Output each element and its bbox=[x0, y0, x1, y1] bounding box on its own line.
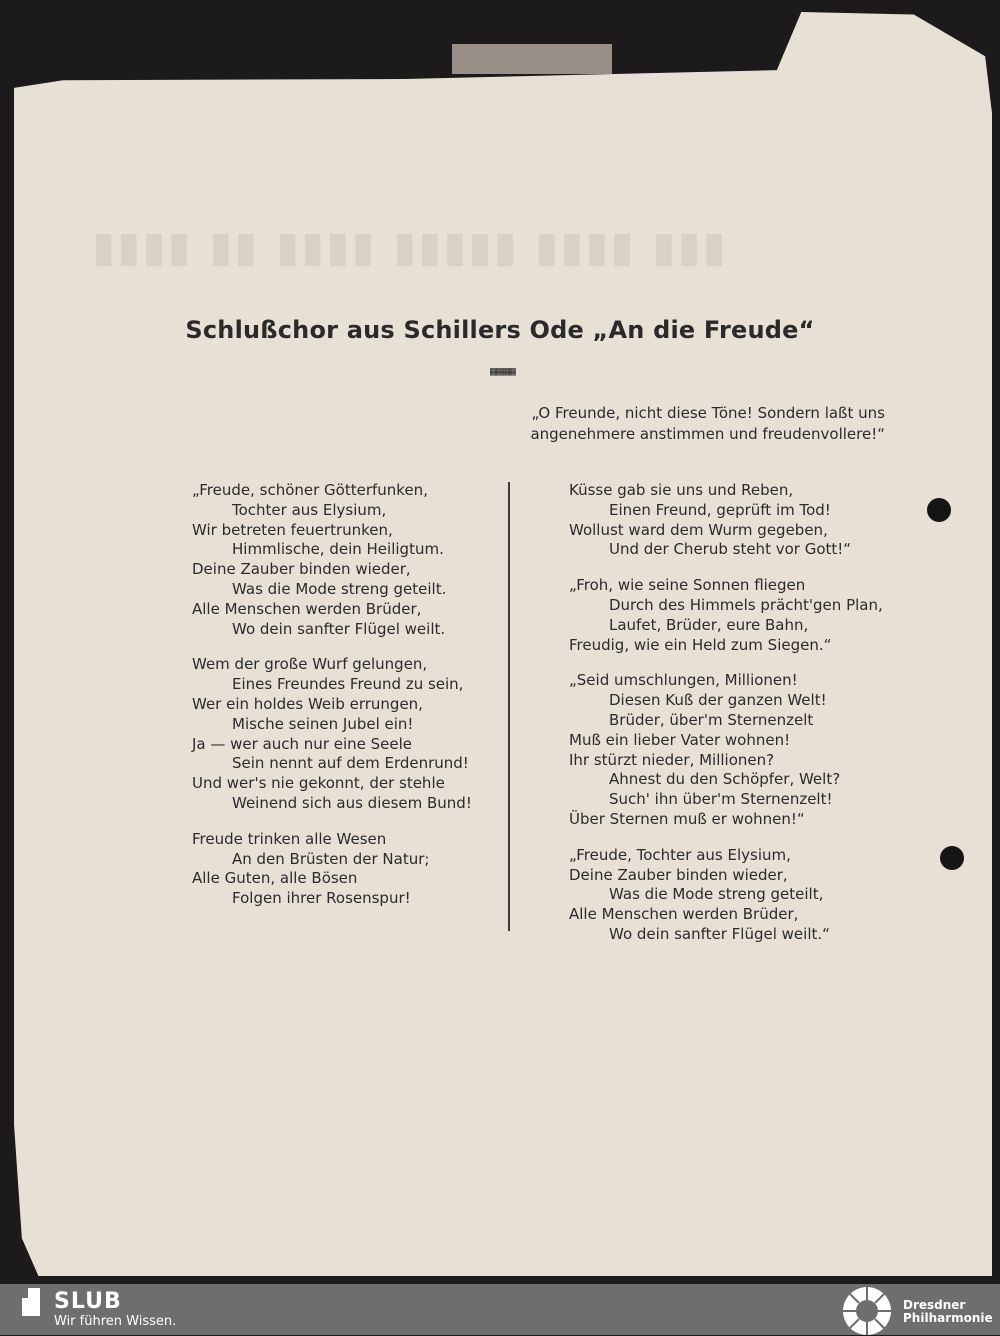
verse-line: Wo dein sanfter Flügel weilt. bbox=[232, 619, 446, 638]
verse-line: Was die Mode streng geteilt, bbox=[609, 885, 824, 904]
verse-line: Mische seinen Jubel ein! bbox=[232, 714, 414, 733]
bleed-through-mark: ▮▮▮▮ ▮▮ ▮▮▮▮ ▮▮▮▮▮ ▮▮▮▮ ▮▮▮ bbox=[92, 222, 728, 271]
verse-line: Durch des Himmels prächt'gen Plan, bbox=[609, 595, 883, 614]
verse-line: Freude trinken alle Wesen bbox=[192, 829, 387, 848]
verse-line: Weinend sich aus diesem Bund! bbox=[232, 793, 472, 812]
tape-strip bbox=[452, 44, 612, 74]
verse-line: „Freude, Tochter aus Elysium, bbox=[569, 845, 791, 864]
verse-line: Einen Freund, geprüft im Tod! bbox=[609, 500, 831, 519]
punch-hole bbox=[940, 846, 964, 870]
philharmonie-logo-icon bbox=[842, 1286, 892, 1336]
left-column bbox=[192, 481, 492, 925]
verse-line: Was die Mode streng geteilt. bbox=[232, 579, 447, 598]
verse-line: Diesen Kuß der ganzen Welt! bbox=[609, 691, 827, 710]
page-title: Schlußchor aus Schillers Ode „An die Freude“ bbox=[185, 316, 815, 344]
verse-line: Küsse gab sie uns und Reben, bbox=[569, 481, 794, 499]
verse-line: Tochter aus Elysium, bbox=[232, 500, 387, 519]
stanza bbox=[192, 830, 492, 909]
punch-hole bbox=[927, 498, 951, 522]
footer-bar bbox=[0, 1284, 1000, 1335]
partner-name-line1: Dresdner bbox=[903, 1298, 966, 1312]
stanza bbox=[569, 481, 899, 560]
partner-name-line2: Philharmonie bbox=[903, 1311, 993, 1325]
partner-name bbox=[903, 1299, 993, 1325]
verse-line: Und der Cherub steht vor Gott!“ bbox=[609, 540, 852, 559]
verse-line: Wo dein sanfter Flügel weilt.“ bbox=[609, 924, 830, 943]
verse-line: Himmlische, dein Heiligtum. bbox=[232, 540, 444, 559]
stanza bbox=[569, 576, 899, 655]
verse-line: Freudig, wie ein Held zum Siegen.“ bbox=[569, 635, 832, 654]
verse-line: Und wer's nie gekonnt, der stehle bbox=[192, 774, 445, 793]
stanza bbox=[192, 481, 492, 639]
verse-line: Wir betreten feuertrunken, bbox=[192, 520, 393, 539]
slub-name: SLUB bbox=[54, 1289, 122, 1314]
verse-line: Laufet, Brüder, eure Bahn, bbox=[609, 615, 809, 634]
verse-line: Ja — wer auch nur eine Seele bbox=[192, 734, 413, 753]
verse-line: Brüder, über'm Sternenzelt bbox=[609, 710, 814, 729]
verse-line: Über Sternen muß er wohnen!“ bbox=[569, 809, 805, 828]
intro-quote bbox=[530, 403, 885, 445]
verse-line: Deine Zauber binden wieder, bbox=[569, 865, 788, 884]
right-column bbox=[569, 481, 899, 961]
verse-line: „Freude, schöner Götterfunken, bbox=[192, 481, 428, 499]
verse-line: Wem der große Wurf gelungen, bbox=[192, 655, 428, 674]
verse-line: Eines Freundes Freund zu sein, bbox=[232, 675, 464, 694]
verse-line: Alle Guten, alle Bösen bbox=[192, 869, 358, 888]
verse-line: Alle Menschen werden Brüder, bbox=[569, 905, 799, 924]
verse-line: „Seid umschlungen, Millionen! bbox=[569, 671, 798, 690]
stanza bbox=[569, 846, 899, 945]
verse-line: Sein nennt auf dem Erdenrund! bbox=[232, 754, 469, 773]
verse-line: Deine Zauber binden wieder, bbox=[192, 560, 411, 579]
verse-line: Alle Menschen werden Brüder, bbox=[192, 599, 422, 618]
verse-line: Ahnest du den Schöpfer, Welt? bbox=[609, 770, 841, 789]
quote-line: angenehmere anstimmen und freudenvollere!“ bbox=[530, 425, 885, 443]
ornament-divider: ▦▦▦▦ bbox=[490, 364, 515, 378]
slub-logo-icon bbox=[12, 1288, 40, 1316]
stanza bbox=[192, 655, 492, 813]
verse-line: Such' ihn über'm Sternenzelt! bbox=[609, 790, 833, 809]
verse-line: Wer ein holdes Weib errungen, bbox=[192, 694, 423, 713]
verse-line: An den Brüsten der Natur; bbox=[232, 849, 430, 868]
verse-line: Wollust ward dem Wurm gegeben, bbox=[569, 520, 828, 539]
column-divider bbox=[508, 482, 510, 931]
stanza bbox=[569, 671, 899, 829]
slub-tagline: Wir führen Wissen. bbox=[54, 1314, 177, 1329]
verse-line: Muß ein lieber Vater wohnen! bbox=[569, 730, 791, 749]
verse-line: Ihr stürzt nieder, Millionen? bbox=[569, 750, 775, 769]
verse-line: Folgen ihrer Rosenspur! bbox=[232, 889, 411, 908]
verse-line: „Froh, wie seine Sonnen fliegen bbox=[569, 576, 806, 595]
quote-line: „O Freunde, nicht diese Töne! Sondern laßt uns bbox=[531, 404, 885, 422]
